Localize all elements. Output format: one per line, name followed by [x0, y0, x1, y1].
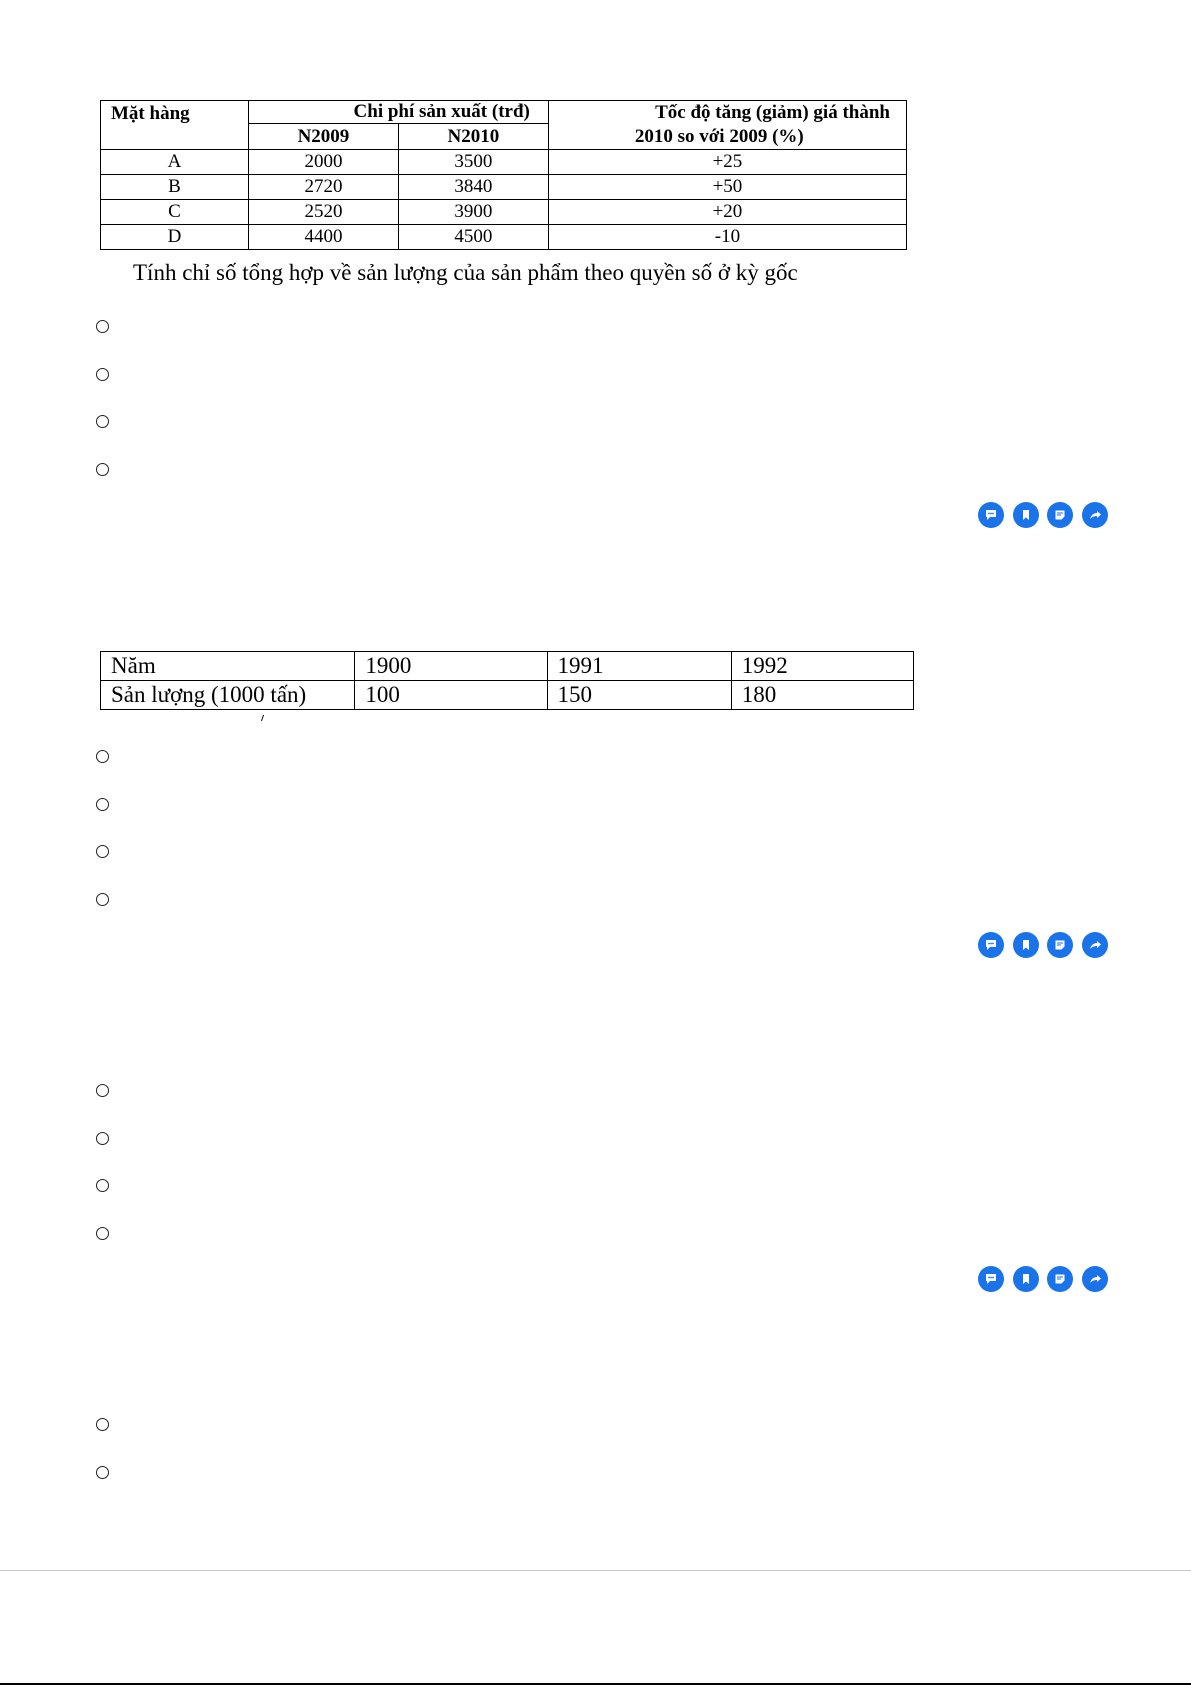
q4-option-radio-1[interactable] — [96, 1418, 109, 1431]
note-icon[interactable] — [1047, 932, 1073, 958]
bookmark-icon[interactable] — [1013, 932, 1039, 958]
share-icon[interactable] — [1082, 932, 1108, 958]
header-year-2010: N2010 — [398, 124, 548, 150]
cell-n2010: 3840 — [398, 175, 548, 200]
cell-item: C — [101, 200, 249, 225]
q1-option-radio-4[interactable] — [96, 463, 109, 476]
note-icon[interactable] — [1047, 502, 1073, 528]
cell-rate: -10 — [548, 225, 906, 250]
q1-option-radio-3[interactable] — [96, 415, 109, 428]
table-row — [101, 681, 914, 710]
cell-value: 150 — [547, 681, 731, 710]
header-cost: Chi phí sản xuất (trđ) — [248, 101, 548, 124]
cell-n2010: 3900 — [398, 200, 548, 225]
comment-icon[interactable] — [978, 502, 1004, 528]
q2-option-radio-4[interactable] — [96, 893, 109, 906]
text-fragment — [261, 715, 268, 721]
cell-n2009: 2720 — [248, 175, 398, 200]
cell-item: B — [101, 175, 249, 200]
comment-icon[interactable] — [978, 1266, 1004, 1292]
cell-n2010: 4500 — [398, 225, 548, 250]
table-row — [101, 175, 907, 200]
table-row — [101, 200, 907, 225]
q1-option-radio-1[interactable] — [96, 320, 109, 333]
q3-option-radio-1[interactable] — [96, 1084, 109, 1097]
production-volume-table — [100, 651, 914, 710]
q3-action-bar — [978, 1266, 1112, 1292]
cell-value: 1991 — [547, 652, 731, 681]
production-cost-table — [100, 100, 907, 250]
header-year-2009: N2009 — [248, 124, 398, 150]
table-row — [101, 225, 907, 250]
header-rate — [548, 101, 906, 150]
cell-item: A — [101, 150, 249, 175]
q3-option-radio-4[interactable] — [96, 1227, 109, 1240]
cell-value: 180 — [731, 681, 913, 710]
question1-prompt: Tính chỉ số tổng hợp về sản lượng của sản phẩm theo quyền số ở kỳ gốc — [133, 260, 798, 285]
note-icon[interactable] — [1047, 1266, 1073, 1292]
q3-option-radio-3[interactable] — [96, 1179, 109, 1192]
q4-option-radio-2[interactable] — [96, 1466, 109, 1479]
comment-icon[interactable] — [978, 932, 1004, 958]
cell-value: 1900 — [355, 652, 547, 681]
cell-label: Năm — [101, 652, 355, 681]
cell-rate: +50 — [548, 175, 906, 200]
cell-rate: +25 — [548, 150, 906, 175]
header-rate-line2: 2010 so với 2009 (%) — [634, 126, 804, 147]
cell-n2009: 2000 — [248, 150, 398, 175]
table-row — [101, 652, 914, 681]
table-row — [101, 150, 907, 175]
q2-action-bar — [978, 932, 1112, 958]
page-divider — [0, 1570, 1191, 1571]
q2-option-radio-2[interactable] — [96, 798, 109, 811]
share-icon[interactable] — [1082, 502, 1108, 528]
bookmark-icon[interactable] — [1013, 1266, 1039, 1292]
cell-rate: +20 — [548, 200, 906, 225]
q2-option-radio-1[interactable] — [96, 750, 109, 763]
cell-item: D — [101, 225, 249, 250]
cell-n2009: 2520 — [248, 200, 398, 225]
q2-option-radio-3[interactable] — [96, 845, 109, 858]
q1-option-radio-2[interactable] — [96, 368, 109, 381]
cell-n2009: 4400 — [248, 225, 398, 250]
cell-label: Sản lượng (1000 tấn) — [101, 681, 355, 710]
header-item: Mặt hàng — [101, 101, 249, 150]
header-rate-line1: Tốc độ tăng (giảm) giá thành — [655, 102, 890, 123]
cell-n2010: 3500 — [398, 150, 548, 175]
cell-value: 1992 — [731, 652, 913, 681]
q1-action-bar — [978, 502, 1112, 528]
share-icon[interactable] — [1082, 1266, 1108, 1292]
bookmark-icon[interactable] — [1013, 502, 1039, 528]
q3-option-radio-2[interactable] — [96, 1132, 109, 1145]
cell-value: 100 — [355, 681, 547, 710]
